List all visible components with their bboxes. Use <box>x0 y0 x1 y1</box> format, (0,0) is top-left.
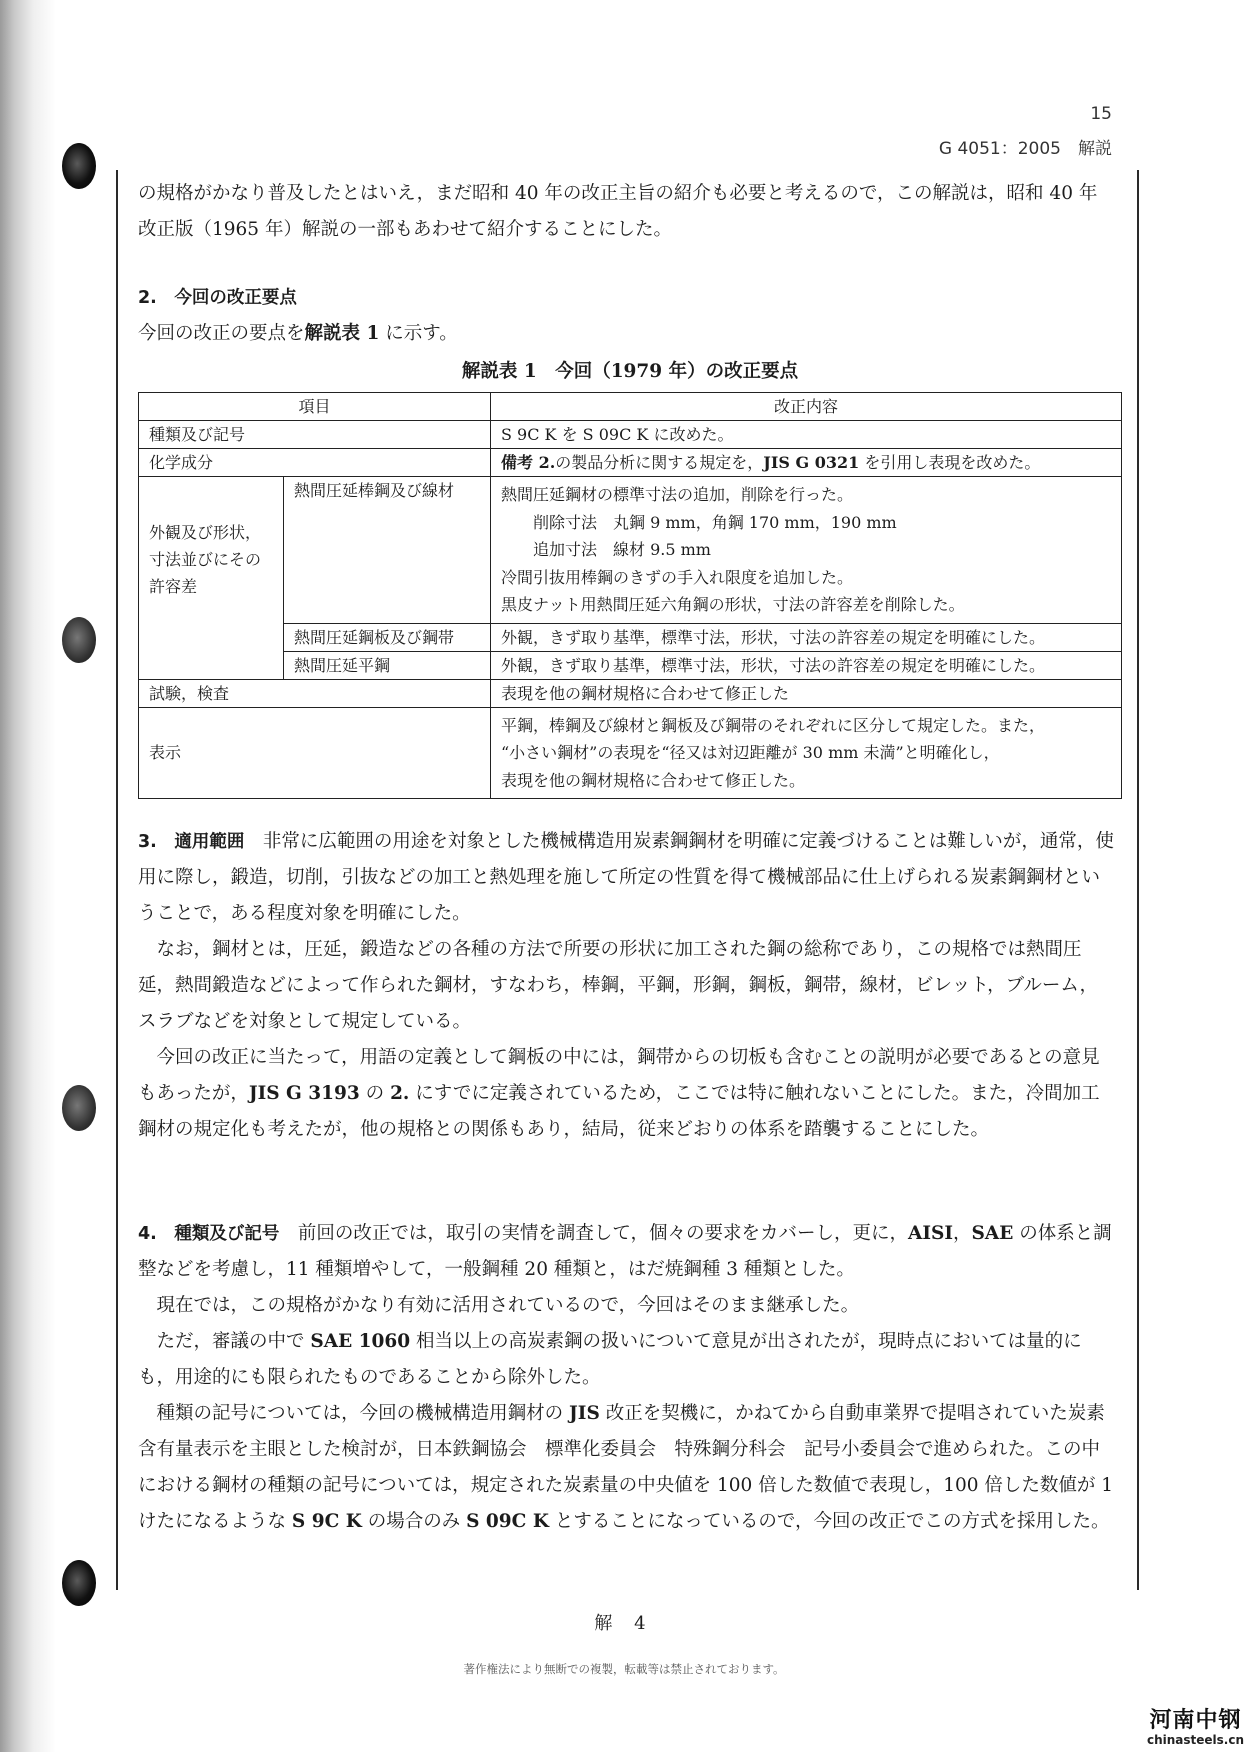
section-4-text: の場合のみ <box>367 1511 461 1532</box>
row-text: を引用し表現を改めた。 <box>864 453 1041 472</box>
row-text: の製品分析に関する規定を， <box>555 453 764 472</box>
table-row <box>139 449 1122 477</box>
content-line: 黒皮ナット用熱間圧延六角鋼の形状，寸法の許容差を削除した。 <box>501 595 965 614</box>
table-row <box>139 651 1122 679</box>
section-3-text: 今回の改正に当たって，用語の定義として鋼板の中には，鋼帯からの切板も含むことの説明が必要であるとの意見もあったが， <box>138 1047 1100 1104</box>
punch-hole <box>62 1085 96 1131</box>
row-content <box>491 707 1122 799</box>
row-content: S 9C K を S 09C K に改めた。 <box>491 421 1122 449</box>
jis-ref: JIS G 0321 <box>763 453 860 472</box>
section-4-text: の体系と調整などを考慮し，11 種類増やして，一般鋼種 20 種類と，はだ焼鋼種 3 種類とした。 <box>138 1223 1112 1280</box>
punch-hole <box>62 617 96 663</box>
note-ref: 備考 2. <box>501 453 556 472</box>
row-subitem: 熱間圧延平鋼 <box>284 651 491 679</box>
section-2-heading: 2. 今回の改正要点 <box>138 288 297 308</box>
table-row <box>139 707 1122 799</box>
section-2-text <box>138 316 1115 352</box>
section-4-p4 <box>138 1396 1115 1540</box>
intro-paragraph <box>138 176 1115 248</box>
content-line: 追加寸法 線材 9.5 mm <box>533 540 711 559</box>
row-subitem: 熱間圧延棒鋼及び線材 <box>284 477 491 624</box>
standard-ref: AISI <box>907 1223 954 1244</box>
table-caption: 解説表 1 今回（1979 年）の改正要点 <box>461 361 799 382</box>
punch-hole <box>62 1560 96 1606</box>
row-content: 外観，きず取り基準，標準寸法，形状，寸法の許容差の規定を明確にした。 <box>491 623 1122 651</box>
row-content: 表現を他の鋼材規格に合わせて修正した <box>491 679 1122 707</box>
section-4-text: 相当以上の高炭素鋼の扱いについて意見が出されたが，現時点においては量的にも，用途的にも限られたものであることから除外した。 <box>138 1331 1082 1388</box>
section-3-p1 <box>138 824 1115 932</box>
column-header-item: 項目 <box>139 393 491 421</box>
row-content <box>491 449 1122 477</box>
content-line: 削除寸法 丸鋼 9 mm，角鋼 170 mm，190 mm <box>533 512 897 532</box>
revision-table <box>138 392 1122 799</box>
section-4-text: ただ，審議の中で <box>156 1331 305 1352</box>
table-reference: 解説表 1 <box>304 323 380 344</box>
row-item: 試験，検査 <box>139 679 491 707</box>
table-header-row <box>139 393 1122 421</box>
standard-header: G 4051：2005 解説 <box>938 139 1112 159</box>
section-4 <box>138 1216 1115 1540</box>
table-row <box>139 679 1122 707</box>
table-row <box>139 421 1122 449</box>
footer-page-label: 解 4 <box>594 1613 654 1634</box>
content-line: “小さい鋼材”の表現を“径又は対辺距離が 30 mm 未満”と明確化し， <box>501 743 1000 762</box>
section-3-text: 非常に広範囲の用途を対象とした機械構造用炭素鋼鋼材を明確に定義づけることは難しいが，通常，使用に際し，鍛造，切削，引抜などの加工と熱処理を施して所定の性質を得て機械部品に仕上げられる炭素鋼鋼材ということで，ある程度対象を明確にした。 <box>138 831 1114 924</box>
section-3 <box>138 824 1115 1148</box>
content-line: 平鋼，棒鋼及び線材と鋼板及び鋼帯のそれぞれに区分して規定した。また， <box>501 715 1046 735</box>
section-4-text: 改正を契機に，かねてから自動車業界で提唱されていた炭素含有量表示を主眼とした検討が，日本鉄鋼協会 標準化委員会 特殊鋼分科会 記号小委員会で進められた。この中における鋼材の種類の記号については，規定された炭素量の中央値を 100 倍した数値で表現し，100 倍した数値が 1 けたになるような <box>138 1403 1114 1532</box>
row-item: 表示 <box>139 707 491 799</box>
row-group-item: 外観及び形状，寸法並びにその許容差 <box>139 477 284 680</box>
logo-url: chinasteels.cn <box>1146 1733 1244 1747</box>
section-2 <box>138 280 1115 352</box>
table-row <box>139 623 1122 651</box>
column-header-content: 改正内容 <box>491 393 1122 421</box>
watermark-logo <box>1147 1710 1244 1746</box>
row-content: 外観，きず取り基準，標準寸法，形状，寸法の許容差の規定を明確にした。 <box>491 651 1122 679</box>
binder-edge <box>0 0 56 1752</box>
content-line: 表現を他の鋼材規格に合わせて修正した。 <box>501 770 806 790</box>
page-number: 15 <box>1090 104 1112 124</box>
section-4-text: とすることになっているので，今回の改正でこの方式を採用した。 <box>554 1511 1110 1532</box>
section-4-text: 前回の改正では，取引の実情を調査して，個々の要求をカバーし，更に， <box>297 1223 908 1244</box>
punch-hole <box>62 143 96 189</box>
section-4-p3 <box>138 1324 1115 1396</box>
section-3-text: の <box>365 1083 385 1104</box>
row-item: 化学成分 <box>139 449 491 477</box>
clause-ref: 2. <box>390 1083 410 1104</box>
section-4-text: 種類の記号については，今回の機械構造用鋼材の <box>156 1403 564 1424</box>
margin-line-left <box>116 170 118 1590</box>
table-row <box>139 477 1122 624</box>
section-3-heading: 3. 適用範囲 <box>138 832 245 852</box>
section-4-heading: 4. 種類及び記号 <box>138 1224 280 1244</box>
copyright-notice: 著作権法により無断での複製，転載等は禁止されております。 <box>463 1662 785 1676</box>
row-content <box>491 477 1122 624</box>
section-4-p1: 4. 種類及び記号 前回の改正では，取引の実情を調査して，個々の要求をカバーし，更に，AISI，SAE の体系と調整などを考慮し，11 種類増やして，一般鋼種 20 種類と，はだ焼鋼種 3 種類とした。 <box>138 1223 1112 1280</box>
standard-ref: JIS <box>569 1403 600 1424</box>
section-3-text: にすでに定義されているため，ここでは特に触れないことにした。また，冷間加工鋼材の規定化も考えたが，他の規格との関係もあり，結局，従来どおりの体系を踏襲することにした。 <box>138 1083 1100 1140</box>
standard-ref: SAE 1060 <box>310 1331 411 1352</box>
section-4-p2: 現在では，この規格がかなり有効に活用されているので，今回はそのまま継承した。 <box>156 1295 860 1316</box>
logo-text: 河南中钢 <box>1149 1708 1242 1733</box>
margin-line-right <box>1137 170 1139 1590</box>
section-2-text-a: 今回の改正の要点を <box>138 323 305 344</box>
standard-ref: SAE <box>971 1223 1014 1244</box>
section-3-p2: なお，鋼材とは，圧延，鍛造などの各種の方法で所要の形状に加工された鋼の総称であり，この規格では熱間圧延，熱間鍛造などによって作られた鋼材，すなわち，棒鋼，平鋼，形鋼，鋼板，鋼帯，線材，ビレット，ブルーム，スラブなどを対象として規定している。 <box>138 939 1098 1032</box>
section-3-p3 <box>138 1040 1115 1148</box>
row-item: 種類及び記号 <box>139 421 491 449</box>
section-2-text-b: に示す。 <box>385 323 458 344</box>
intro-text: の規格がかなり普及したとはいえ，まだ昭和 40 年の改正主旨の紹介も必要と考えるので，この解説は，昭和 40 年改正版（1965 年）解説の一部もあわせて紹介することにした。 <box>138 183 1098 240</box>
row-subitem: 熱間圧延鋼板及び鋼帯 <box>284 623 491 651</box>
content-line: 熱間圧延鋼材の標準寸法の追加，削除を行った。 <box>501 485 854 504</box>
grade-symbol: S 09C K <box>466 1511 549 1532</box>
jis-ref: JIS G 3193 <box>248 1083 360 1104</box>
content-line: 冷間引抜用棒鋼のきずの手入れ限度を追加した。 <box>501 567 854 587</box>
grade-symbol: S 9C K <box>291 1511 362 1532</box>
